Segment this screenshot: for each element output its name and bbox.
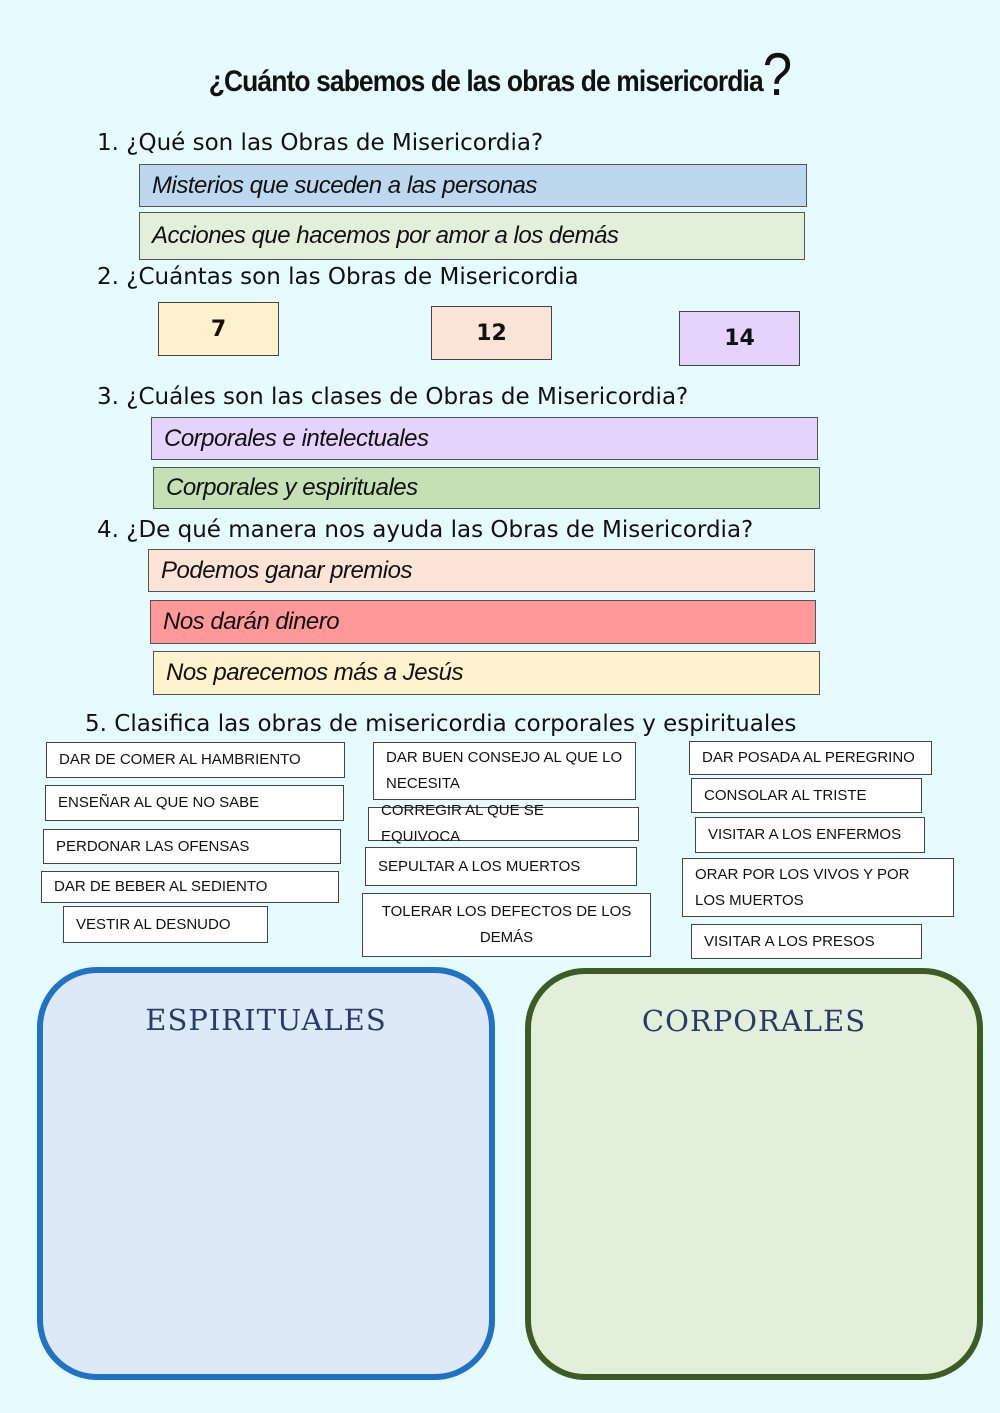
- q1-option-2[interactable]: Acciones que hacemos por amor a los demás: [139, 212, 805, 260]
- q2-option-14[interactable]: 14: [679, 311, 800, 366]
- q2-option-12[interactable]: 12: [431, 306, 552, 360]
- card-buen-consejo[interactable]: DAR BUEN CONSEJO AL QUE LO NECESITA: [373, 742, 636, 800]
- title-question-mark: ?: [762, 41, 792, 108]
- card-corregir[interactable]: CORREGIR AL QUE SE EQUIVOCA: [368, 807, 639, 841]
- card-visitar-presos[interactable]: VISITAR A LOS PRESOS: [691, 924, 922, 959]
- question-4: 4. ¿De qué manera nos ayuda las Obras de Misericordia?: [97, 517, 754, 543]
- card-posada[interactable]: DAR POSADA AL PEREGRINO: [689, 741, 932, 775]
- card-visitar-enfermos[interactable]: VISITAR A LOS ENFERMOS: [695, 817, 925, 853]
- q1-option-1[interactable]: Misterios que suceden a las personas: [139, 164, 807, 207]
- card-consolar[interactable]: CONSOLAR AL TRISTE: [691, 778, 922, 813]
- card-vestir[interactable]: VESTIR AL DESNUDO: [63, 906, 268, 943]
- card-dar-de-beber[interactable]: DAR DE BEBER AL SEDIENTO: [41, 871, 339, 903]
- q3-option-1[interactable]: Corporales e intelectuales: [151, 417, 818, 460]
- q2-option-7[interactable]: 7: [158, 302, 279, 356]
- page-title: [60, 40, 940, 109]
- card-orar[interactable]: ORAR POR LOS VIVOS Y POR LOS MUERTOS: [682, 858, 954, 917]
- q4-option-3[interactable]: Nos parecemos más a Jesús: [153, 651, 820, 695]
- q4-option-1[interactable]: Podemos ganar premios: [148, 549, 815, 592]
- card-dar-de-comer[interactable]: DAR DE COMER AL HAMBRIENTO: [46, 742, 345, 778]
- q4-option-2[interactable]: Nos darán dinero: [150, 600, 816, 644]
- question-1: 1. ¿Qué son las Obras de Misericordia?: [97, 130, 544, 156]
- card-perdonar[interactable]: PERDONAR LAS OFENSAS: [43, 829, 341, 864]
- question-3: 3. ¿Cuáles son las clases de Obras de Misericordia?: [97, 384, 689, 410]
- card-ensenar[interactable]: ENSEÑAR AL QUE NO SABE: [45, 785, 344, 821]
- q3-option-2[interactable]: Corporales y espirituales: [153, 467, 820, 509]
- question-5: 5. Clasifica las obras de misericordia corporales y espirituales: [85, 711, 797, 737]
- card-tolerar[interactable]: TOLERAR LOS DEFECTOS DE LOS DEMÁS: [362, 893, 651, 957]
- title-text: ¿Cuánto sabemos de las obras de misericordia: [208, 65, 763, 98]
- drop-zone-corporales[interactable]: [525, 968, 983, 1380]
- card-sepultar[interactable]: SEPULTAR A LOS MUERTOS: [365, 847, 637, 886]
- corporales-label: CORPORALES: [641, 1004, 867, 1038]
- drop-zone-espirituales[interactable]: [37, 967, 495, 1380]
- question-2: 2. ¿Cuántas son las Obras de Misericordia: [97, 264, 579, 290]
- espirituales-label: ESPIRITUALES: [145, 1003, 387, 1037]
